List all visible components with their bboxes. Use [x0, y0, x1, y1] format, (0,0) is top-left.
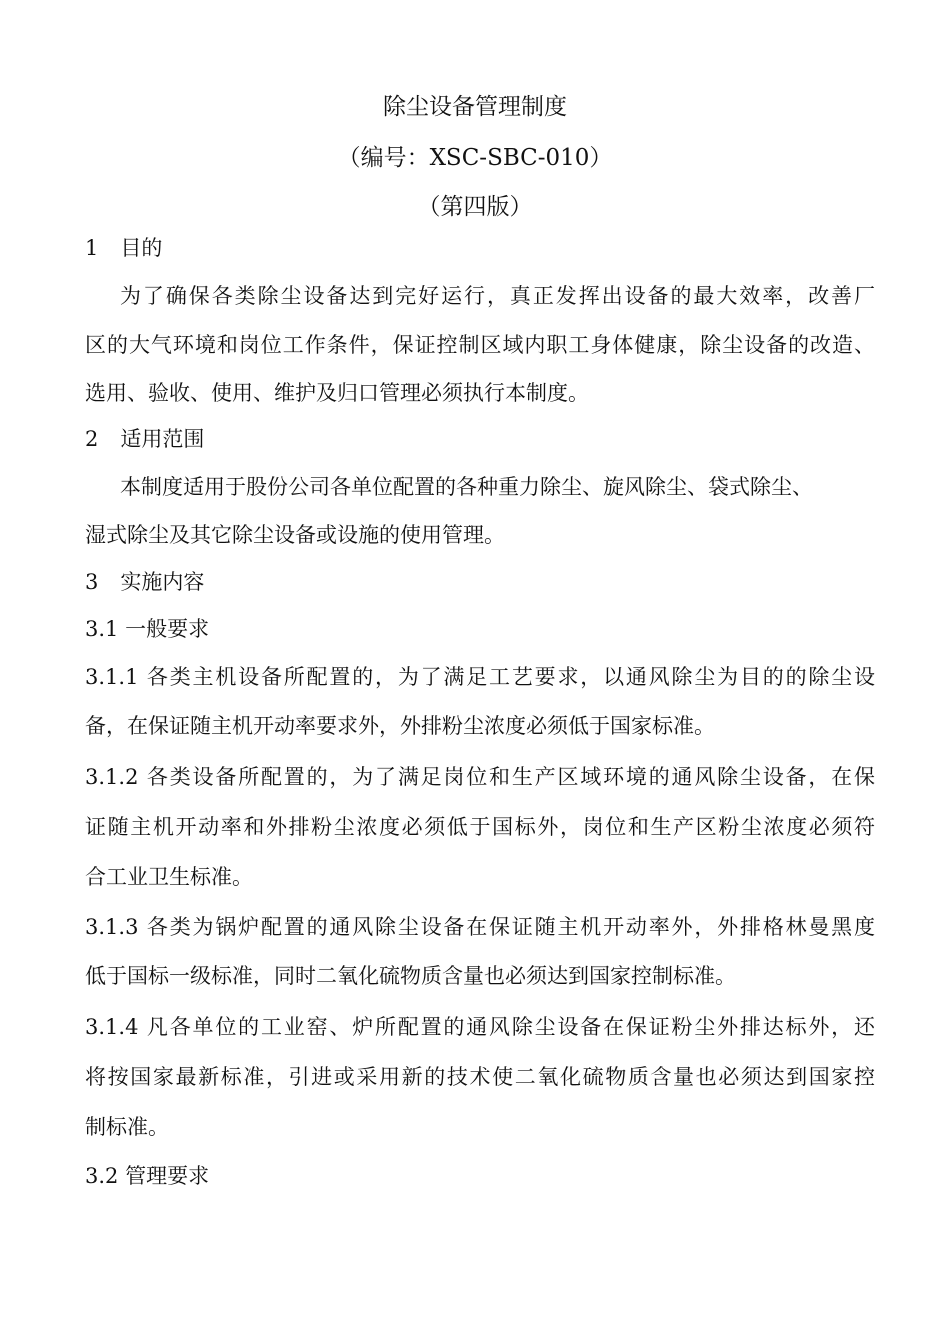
- paragraph-line: 备，在保证随主机开动率要求外，外排粉尘浓度必须低于国家标准。: [85, 714, 715, 738]
- paragraph-line: 为了确保各类除尘设备达到完好运行，真正发挥出设备的最大效率，改善厂: [120, 284, 875, 308]
- section-2-heading: [85, 424, 204, 454]
- paragraph-line: 3.1.3 各类为锅炉配置的通风除尘设备在保证随主机开动率外，外排格林曼黑度: [85, 915, 875, 939]
- section-number: 3.2: [85, 1164, 119, 1188]
- paragraph-line: 3.1.2 各类设备所配置的，为了满足岗位和生产区域环境的通风除尘设备，在保: [85, 765, 875, 789]
- paragraph-line: 制标准。: [85, 1115, 169, 1139]
- section-title: 适用范围: [120, 427, 205, 451]
- subsection-3-1-heading: [85, 614, 209, 644]
- paragraph-line: 低于国标一级标准，同时二氧化硫物质含量也必须达到国家控制标准。: [85, 964, 736, 988]
- paragraph-line: 3.1.1 各类主机设备所配置的，为了满足工艺要求，以通风除尘为目的的除尘设: [85, 665, 875, 689]
- paragraph-line: 证随主机开动率和外排粉尘浓度必须低于国标外，岗位和生产区粉尘浓度必须符: [85, 815, 875, 839]
- section-title: 管理要求: [125, 1164, 210, 1188]
- section-1-heading: [85, 233, 162, 263]
- section-number: 3.1: [85, 617, 119, 641]
- document-title: 除尘设备管理制度: [383, 94, 567, 120]
- section-title: 实施内容: [120, 570, 205, 594]
- section-number: 1: [85, 236, 99, 260]
- section-title: 目的: [120, 236, 163, 260]
- paragraph-line: 合工业卫生标准。: [85, 865, 253, 889]
- paragraph-line: 湿式除尘及其它除尘设备或设施的使用管理。: [85, 523, 505, 547]
- section-number: 2: [85, 427, 99, 451]
- paragraph-line: 3.1.4 凡各单位的工业窑、炉所配置的通风除尘设备在保证粉尘外排达标外，还: [85, 1015, 875, 1039]
- section-title: 一般要求: [125, 617, 210, 641]
- document-code: （编号：XSC-SBC-010）: [337, 145, 613, 171]
- paragraph-line: 区的大气环境和岗位工作条件，保证控制区域内职工身体健康，除尘设备的改造、: [85, 333, 875, 357]
- subsection-3-2-heading: [85, 1161, 209, 1191]
- paragraph-line: 将按国家最新标准，引进或采用新的技术使二氧化硫物质含量也必须达到国家控: [85, 1065, 875, 1089]
- paragraph-line: 选用、验收、使用、维护及归口管理必须执行本制度。: [85, 381, 589, 405]
- section-3-heading: [85, 567, 204, 597]
- document-version: （第四版）: [417, 194, 533, 220]
- paragraph-line: 本制度适用于股份公司各单位配置的各种重力除尘、旋风除尘、袋式除尘、: [120, 475, 813, 499]
- section-number: 3: [85, 570, 99, 594]
